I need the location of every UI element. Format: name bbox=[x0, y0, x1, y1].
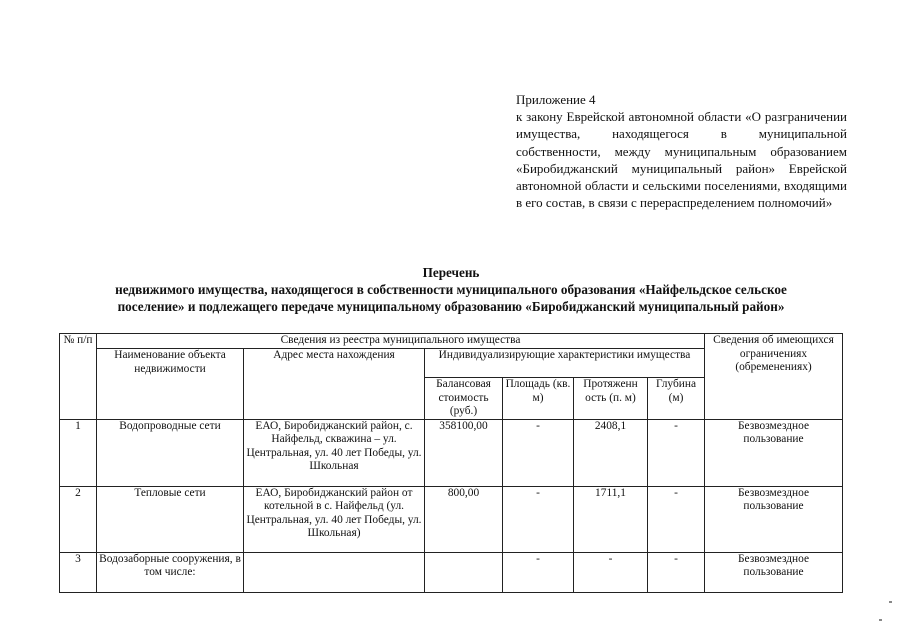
header-length: Протяженн ость (п. м) bbox=[574, 378, 648, 420]
cell-num: 1 bbox=[60, 419, 97, 486]
cell-balance bbox=[425, 552, 503, 592]
table-row bbox=[60, 552, 843, 592]
annex-heading: Приложение 4 bbox=[516, 92, 596, 107]
header-num: № п/п bbox=[60, 334, 97, 420]
cell-name: Тепловые сети bbox=[97, 486, 244, 552]
cell-depth: - bbox=[648, 419, 705, 486]
cell-length: 1711,1 bbox=[574, 486, 648, 552]
document-title bbox=[40, 264, 862, 315]
cell-restrictions: Безвозмездное пользование bbox=[705, 552, 843, 592]
cell-length: - bbox=[574, 552, 648, 592]
header-address: Адрес места нахождения bbox=[244, 349, 425, 420]
cell-num: 3 bbox=[60, 552, 97, 592]
cell-depth: - bbox=[648, 486, 705, 552]
header-name: Наименование объекта недвижимости bbox=[97, 349, 244, 420]
title-line-1: недвижимого имущества, находящегося в собственности муниципального образования «Найфельдское сельское bbox=[115, 282, 787, 297]
annex-text: к закону Еврейской автономной области «О разграничении имущества, находящегося в муниципальной собственности, между муниципальным образованием «Биробиджанский муниципальный район» Еврейской автономной области и сельскими поселениями, входящими в его состав, в связи с перераспределением полномочий» bbox=[516, 109, 847, 211]
property-table bbox=[59, 333, 843, 593]
table-row bbox=[60, 419, 843, 486]
title-main: Перечень bbox=[422, 265, 480, 280]
cell-depth: - bbox=[648, 552, 705, 592]
cell-name: Водопроводные сети bbox=[97, 419, 244, 486]
cell-restrictions: Безвозмездное пользование bbox=[705, 486, 843, 552]
header-row bbox=[60, 334, 843, 349]
cell-area: - bbox=[503, 419, 574, 486]
scan-speck bbox=[889, 601, 892, 603]
cell-address: ЕАО, Биробиджанский район от котельной в с. Найфельд (ул. Центральная, ул. 40 лет Победы, ул. Школьная) bbox=[244, 486, 425, 552]
header-area: Площадь (кв. м) bbox=[503, 378, 574, 420]
cell-address bbox=[244, 552, 425, 592]
header-depth: Глубина (м) bbox=[648, 378, 705, 420]
header-characteristics: Индивидуализирующие характеристики имущества bbox=[425, 349, 705, 378]
header-restrictions: Сведения об имеющихся ограничениях (обременениях) bbox=[705, 334, 843, 420]
cell-area: - bbox=[503, 486, 574, 552]
cell-name: Водозаборные сооружения, в том числе: bbox=[97, 552, 244, 592]
cell-length: 2408,1 bbox=[574, 419, 648, 486]
annex-block bbox=[516, 91, 847, 211]
header-registry: Сведения из реестра муниципального имущества bbox=[97, 334, 705, 349]
scan-speck bbox=[879, 619, 882, 621]
cell-restrictions: Безвозмездное пользование bbox=[705, 419, 843, 486]
cell-balance: 358100,00 bbox=[425, 419, 503, 486]
cell-num: 2 bbox=[60, 486, 97, 552]
header-balance: Балансовая стоимость (руб.) bbox=[425, 378, 503, 420]
cell-address: ЕАО, Биробиджанский район, с. Найфельд, скважина – ул. Центральная, ул. 40 лет Победы, ул. Школьная bbox=[244, 419, 425, 486]
cell-balance: 800,00 bbox=[425, 486, 503, 552]
title-line-2: поселение» и подлежащего передаче муниципальному образованию «Биробиджанский муниципальный район» bbox=[117, 299, 785, 314]
table-row bbox=[60, 486, 843, 552]
cell-area: - bbox=[503, 552, 574, 592]
